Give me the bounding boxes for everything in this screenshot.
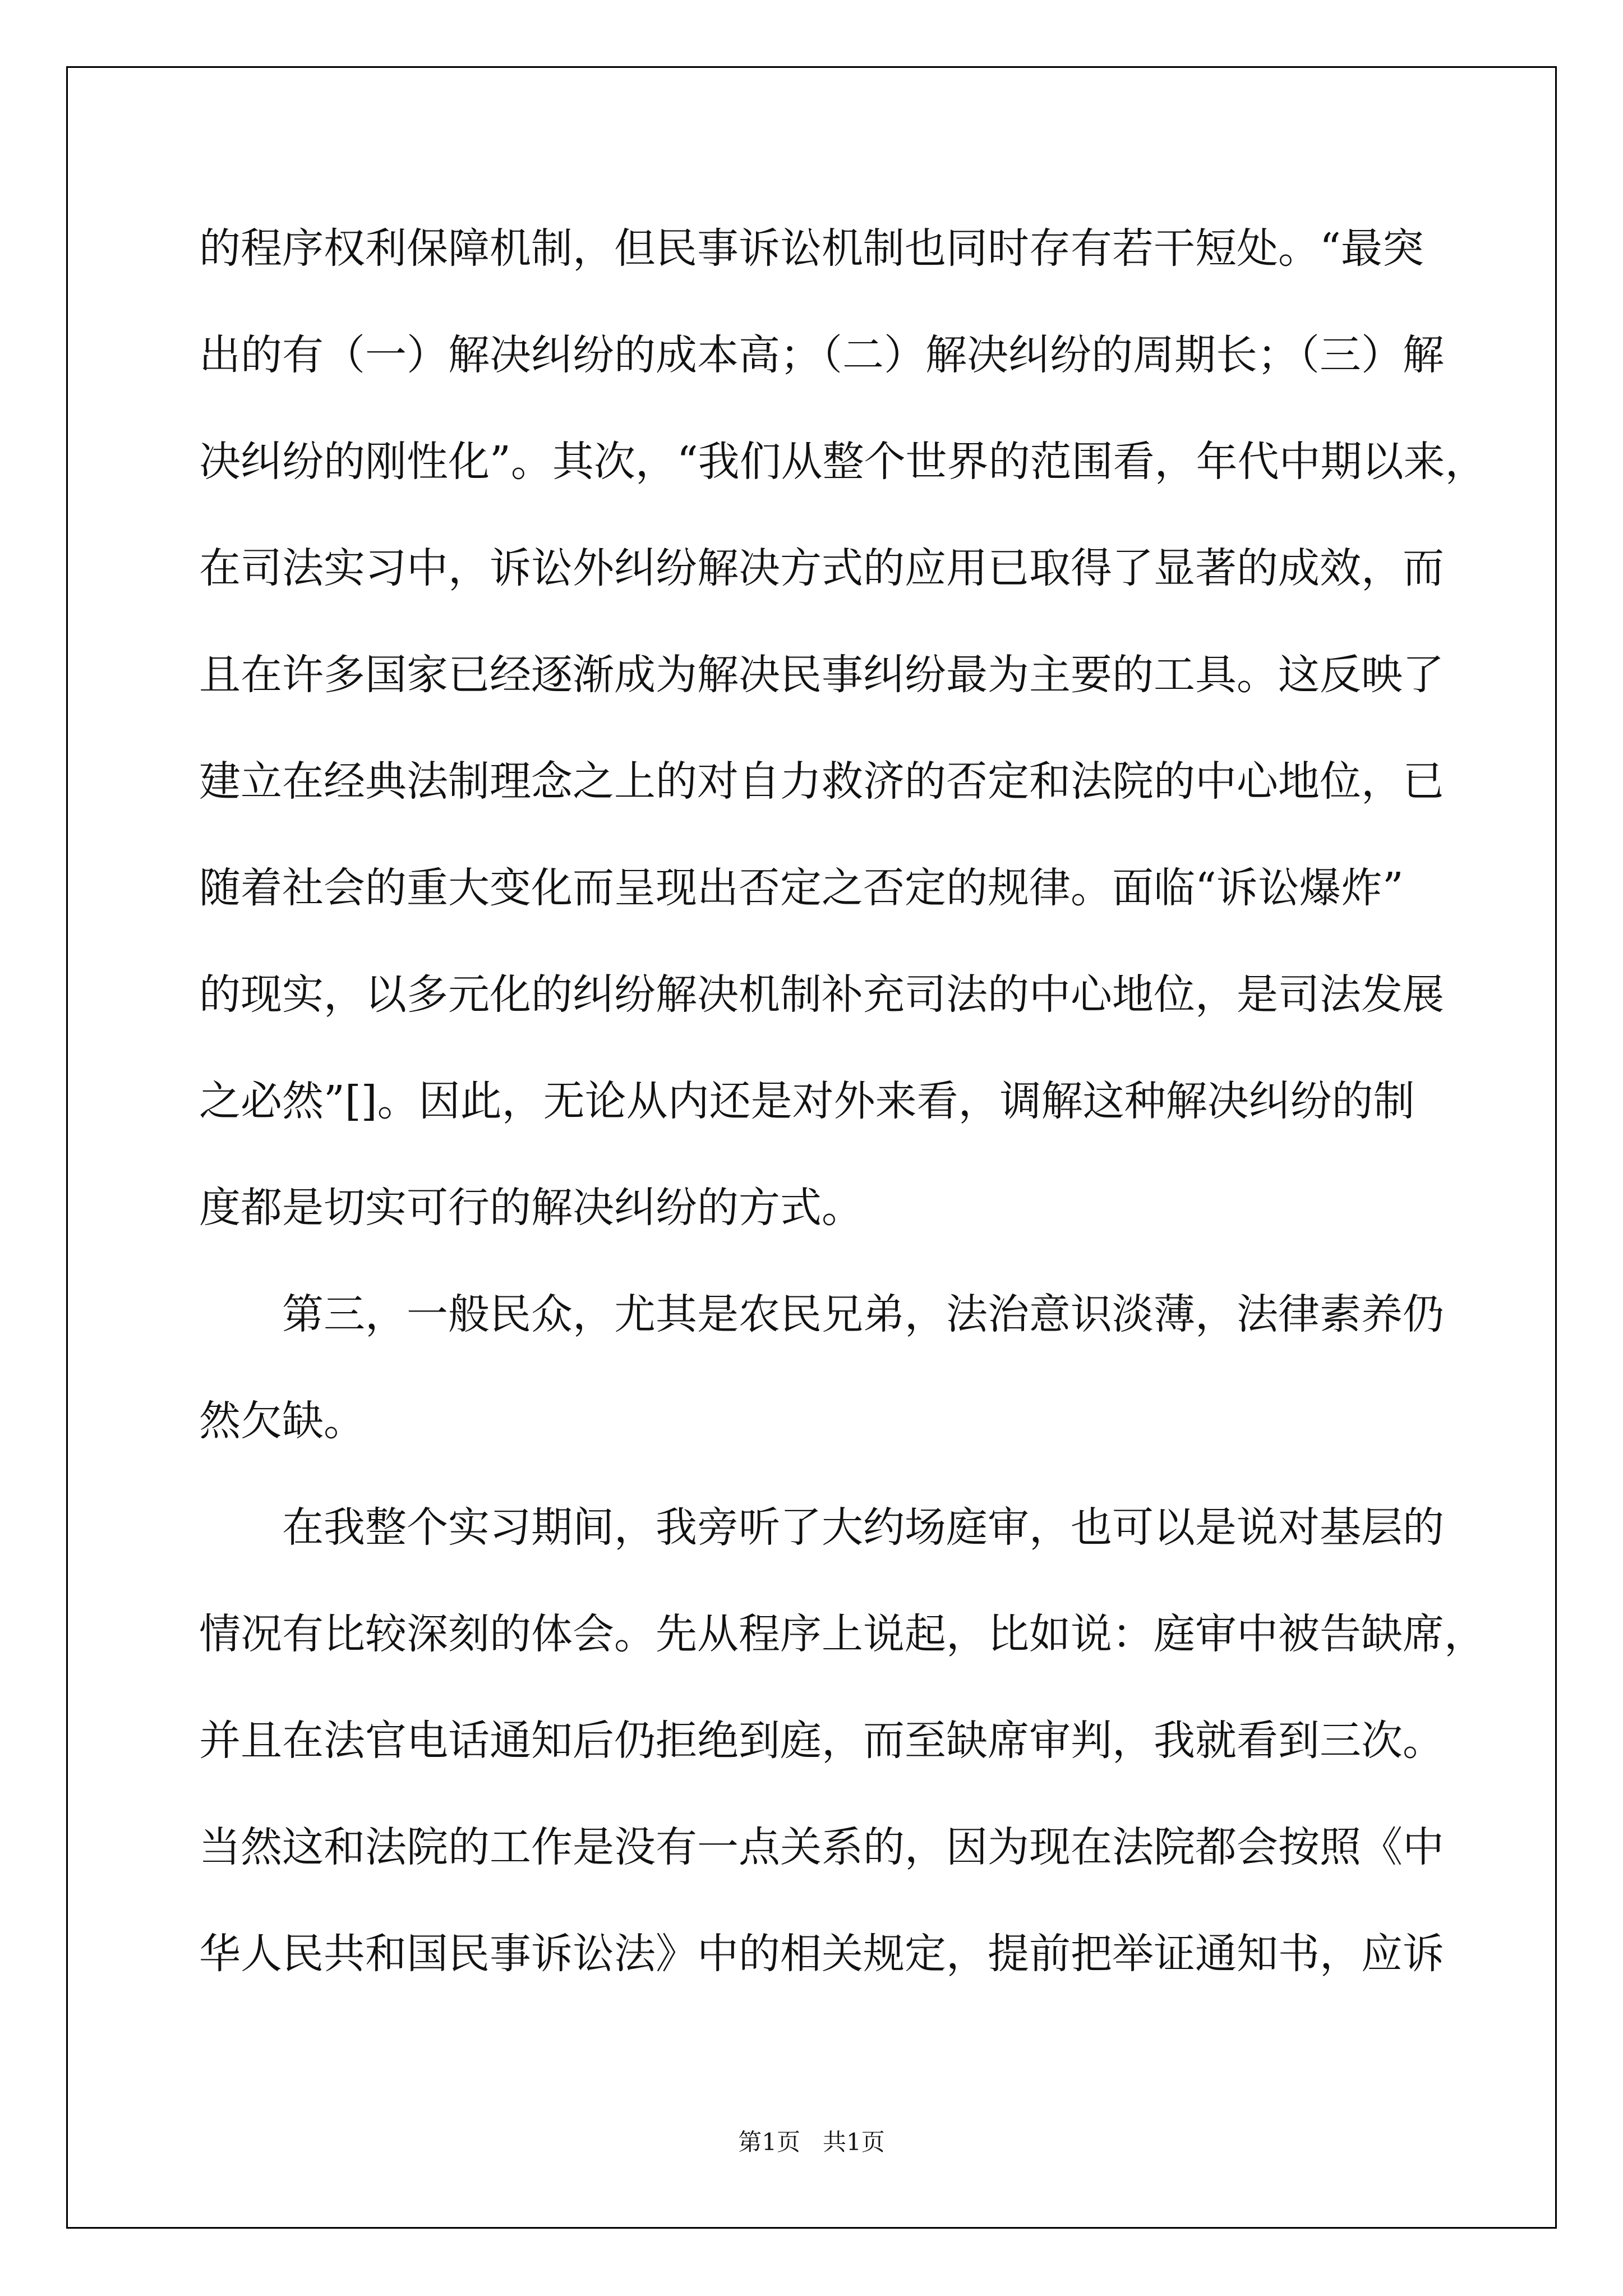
text-line: 度都是切实可行的解决纠纷的方式。 [199, 1184, 863, 1232]
text-line: 的现实，以多元化的纠纷解决机制补充司法的中心地位，是司法发展 [199, 970, 1444, 1019]
text-line: 当然这和法院的工作是没有一点关系的，因为现在法院都会按照《中 [199, 1823, 1444, 1871]
text-line: 并且在法官电话通知后仍拒绝到庭，而至缺席审判，我就看到三次。 [199, 1717, 1444, 1765]
text-line: 出的有（一）解决纠纷的成本高；（二）解决纠纷的周期长；（三）解 [199, 331, 1444, 379]
paragraph-start-line: 第三，一般民众，尤其是农民兄弟，法治意识淡薄，法律素养仍 [282, 1290, 1444, 1338]
page-number-footer: 第1页 共1页 [738, 2128, 885, 2156]
text-line: 然欠缺。 [199, 1397, 365, 1445]
text-line: 且在许多国家已经逐渐成为解决民事纠纷最为主要的工具。这反映了 [199, 651, 1444, 699]
text-line: 随着社会的重大变化而呈现出否定之否定的规律。面临“诉讼爆炸” [199, 864, 1404, 912]
text-line: 之必然”[]。因此，无论从内还是对外来看，调解这种解决纠纷的制 [199, 1077, 1415, 1125]
text-line: 情况有比较深刻的体会。先从程序上说起，比如说：庭审中被告缺席， [199, 1610, 1486, 1658]
paragraph-start-line: 在我整个实习期间，我旁听了大约场庭审，也可以是说对基层的 [282, 1503, 1444, 1552]
text-line: 在司法实习中，诉讼外纠纷解决方式的应用已取得了显著的成效，而 [199, 544, 1444, 592]
text-line: 的程序权利保障机制，但民事诉讼机制也同时存有若干短处。“最突 [199, 224, 1424, 273]
page-border [66, 66, 1557, 2229]
text-line: 华人民共和国民事诉讼法》中的相关规定，提前把举证通知书，应诉 [199, 1930, 1444, 1978]
text-line: 建立在经典法制理念之上的对自力救济的否定和法院的中心地位，已 [199, 757, 1444, 806]
text-line: 决纠纷的刚性化”。其次，“我们从整个世界的范围看，年代中期以来， [199, 438, 1487, 486]
